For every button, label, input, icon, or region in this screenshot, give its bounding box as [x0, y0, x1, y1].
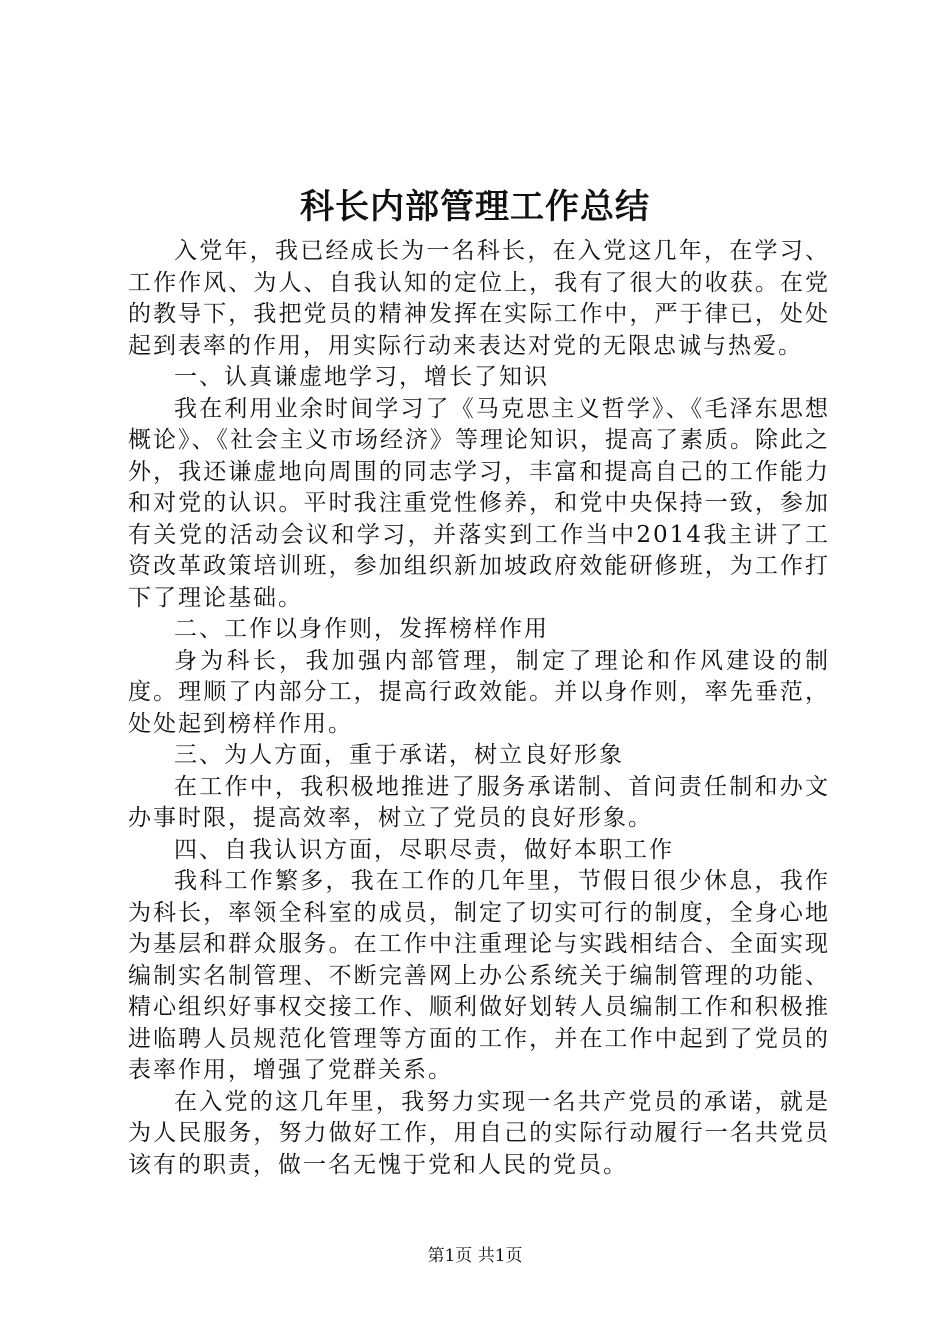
section-heading-2: 二、工作以身作则，发挥榜样作用: [174, 616, 549, 642]
section-heading-4: 四、自我认识方面，尽职尽责，做好本职工作: [174, 836, 674, 863]
document-title: 科长内部管理工作总结: [300, 187, 650, 227]
section-paragraph-3: 在工作中，我积极地推进了服务承诺制、首问责任制和办文办事时限，提高效率，树立了党员的良好形象。: [128, 773, 830, 831]
page-footer: 第1页 共1页: [427, 1246, 523, 1266]
section-paragraph-1: 我在利用业余时间学习了《马克思主义哲学》、《毛泽东思想概论》、《社会主义市场经济》等理论知识，提高了素质。除此之外，我还谦虚地向周围的同志学习，丰富和提高自己的工作能力和对党的认识。平时我注重党性修养，和党中央保持一致，参加有关党的活动会议和学习，并落实到工作当中2014我主讲了工资改革政策培训班，参加组织新加坡政府效能研修班，为工作打下了理论基础。: [128, 395, 830, 611]
section-paragraph-4: 我科工作繁多，我在工作的几年里，节假日很少休息，我作为科长，率领全科室的成员，制定了切实可行的制度，全身心地为基层和群众服务。在工作中注重理论与实践相结合、全面实现编制实名制管理、不断完善网上办公系统关于编制管理的功能、精心组织好事权交接工作、顺利做好划转人员编制工作和积极推进临聘人员规范化管理等方面的工作，并在工作中起到了党员的表率作用，增强了党群关系。: [128, 868, 830, 1083]
section-heading-3: 三、为人方面，重于承诺，树立良好形象: [174, 742, 624, 768]
closing-paragraph: 在入党的这几年里，我努力实现一名共产党员的承诺，就是为人民服务，努力做好工作，用自己的实际行动履行一名共党员该有的职责，做一名无愧于党和人民的党员。: [128, 1088, 830, 1178]
section-heading-1: 一、认真谦虚地学习，增长了知识: [174, 364, 549, 390]
intro-paragraph: 入党年，我已经成长为一名科长，在入党这几年，在学习、工作作风、为人、自我认知的定位上，我有了很大的收获。在党的教导下，我把党员的精神发挥在实际工作中，严于律已，处处起到表率的作用，用实际行动来表达对党的无限忠诚与热爱。: [128, 238, 830, 359]
document-body: [128, 236, 830, 1181]
section-paragraph-2: 身为科长，我加强内部管理，制定了理论和作风建设的制度。理顺了内部分工，提高行政效能。并以身作则，率先垂范，处处起到榜样作用。: [128, 647, 830, 737]
